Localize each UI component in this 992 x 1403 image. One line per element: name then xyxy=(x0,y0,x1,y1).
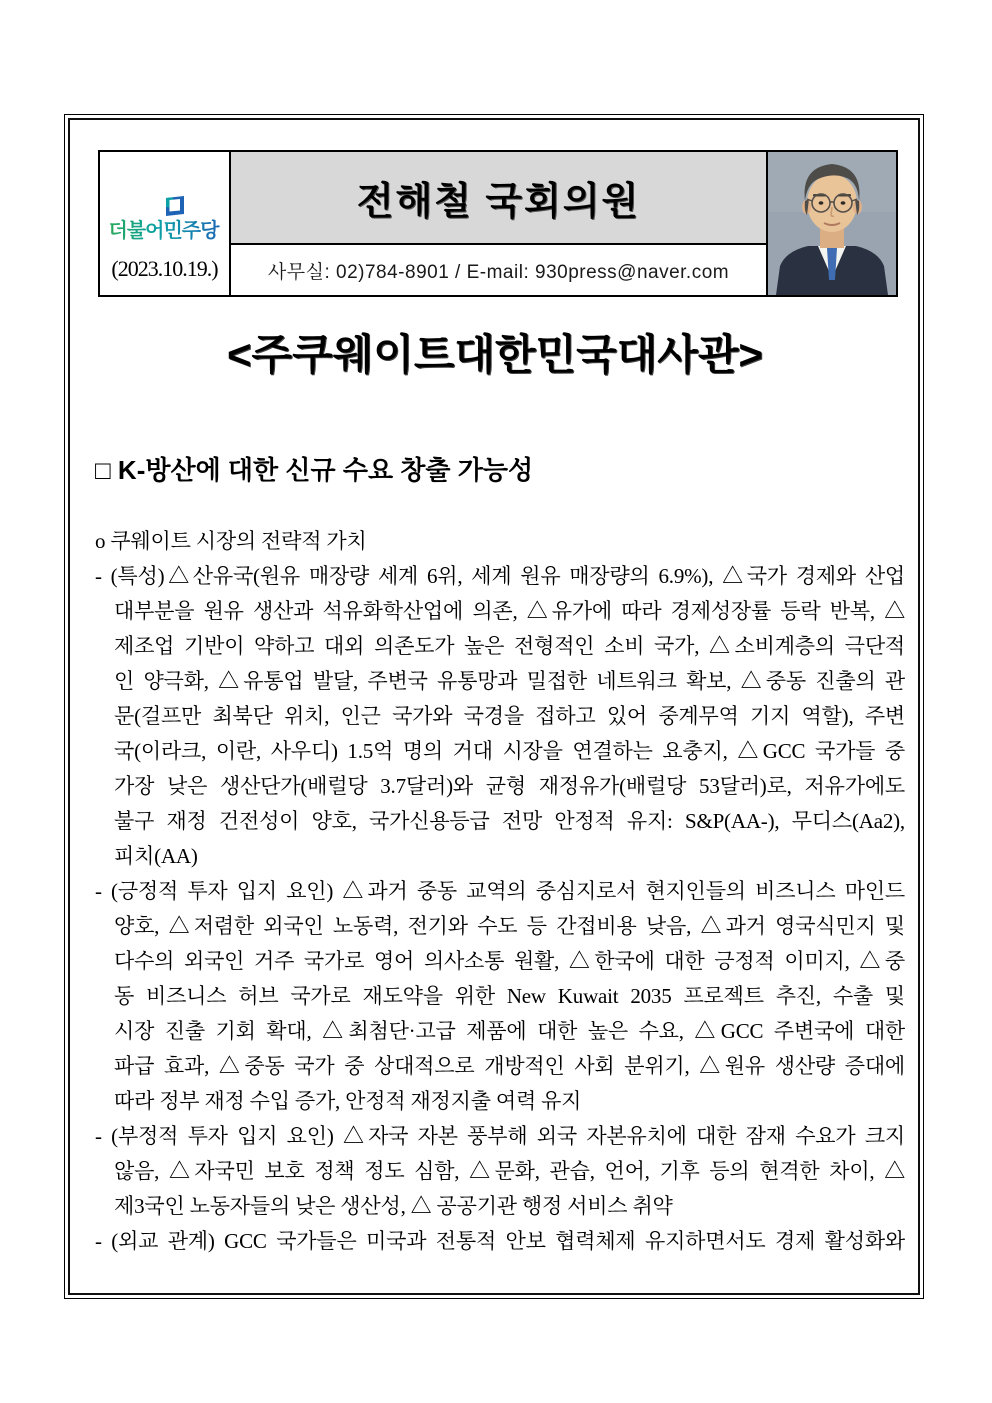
header-mid-cells xyxy=(231,152,766,295)
body-text-line: - (부정적 투자 입지 요인) △자국 자본 풍부해 외국 자본유치에 대한 잠재 수요가 크지 xyxy=(95,1124,905,1148)
header-table xyxy=(98,150,898,297)
body-text-line: - (긍정적 투자 입지 요인) △과거 중동 교역의 중심지로서 현지인들의 비즈니스 마인드 xyxy=(95,879,905,903)
body-text-line: 따라 정부 재정 수입 증가, 안정적 재정지출 여력 유지 xyxy=(114,1089,582,1113)
body-text-line: 피치(AA) xyxy=(114,844,198,868)
body-text-line: 불구 재정 건전성이 양호, 국가신용등급 전망 안정적 유지: S&P(AA-), 무디스(Aa2), xyxy=(114,809,905,833)
portrait-illustration xyxy=(768,152,896,295)
body-text xyxy=(95,524,905,1259)
body-text-line: - (특성)△산유국(원유 매장량 세계 6위, 세계 원유 매장량의 6.9%), △국가 경제와 산업 xyxy=(95,564,905,588)
body-text-line: - (외교 관계) GCC 국가들은 미국과 전통적 안보 협력체제 유지하면서도 경제 활성화와 xyxy=(95,1229,905,1253)
body-text-line: 파급 효과, △중동 국가 중 상대적으로 개방적인 사회 분위기, △원유 생산량 증대에 xyxy=(114,1054,905,1078)
body-text-line: o 쿠웨이트 시장의 전략적 가치 xyxy=(95,529,367,553)
body-text-line: 동 비즈니스 허브 국가로 재도약을 위한 New Kuwait 2035 프로젝트 추진, 수출 및 xyxy=(114,984,905,1008)
body-text-line: 않음, △자국민 보호 정책 정도 심함, △문화, 관습, 언어, 기후 등의 현격한 차이, △ xyxy=(114,1159,905,1183)
body-text-line: 제3국인 노동자들의 낮은 생산성, △ 공공기관 행정 서비스 취약 xyxy=(114,1194,673,1218)
body-text-line: 인 양극화, △유통업 발달, 주변국 유통망과 밀접한 네트워크 확보, △중동 진출의 관 xyxy=(114,669,905,693)
body-text-line: 국(이라크, 이란, 사우디) 1.5억 명의 거대 시장을 연결하는 요충지, △GCC 국가들 중 xyxy=(114,739,905,763)
body-text-line: 양호, △저렴한 외국인 노동력, 전기와 수도 등 간접비용 낮음, △과거 영국식민지 및 xyxy=(114,914,905,938)
body-text-line: 제조업 기반이 약하고 대외 의존도가 높은 전형적인 소비 국가, △소비계층의 극단적 xyxy=(114,634,905,658)
contact-info: 사무실: 02)784-8901 / E-mail: 930press@naver.com xyxy=(267,261,730,283)
main-title: <주쿠웨이트대한민국대사관> xyxy=(227,331,763,378)
body-text-line: 대부분을 원유 생산과 석유화학산업에 의존, △유가에 따라 경제성장률 등락 반복, △ xyxy=(114,599,905,623)
body-text-line: 다수의 외국인 거주 국가로 영어 의사소통 원활, △한국에 대한 긍정적 이미지, △중 xyxy=(114,949,905,973)
section-heading: □ K-방산에 대한 신규 수요 창출 가능성 xyxy=(95,455,534,485)
body-text-line: 문(걸프만 최북단 위치, 인근 국가와 국경을 접하고 있어 중계무역 기지 역할), 주변 xyxy=(114,704,905,728)
body-text-line: 시장 진출 기회 확대, △최첨단·고급 제품에 대한 높은 수요, △GCC 주변국에 대한 xyxy=(114,1019,905,1043)
member-name-title: 전해철 국회의원 xyxy=(231,152,766,245)
release-date: (2023.10.19.) xyxy=(111,256,218,281)
body-text-line: 가장 낮은 생산단가(배럴당 3.7달러)와 균형 재정유가(배럴당 53달러)로, 저유가에도 xyxy=(114,774,905,798)
party-name: 더불어민주당 xyxy=(102,214,225,243)
party-logo-cell xyxy=(100,152,231,295)
member-portrait-photo xyxy=(766,152,896,295)
